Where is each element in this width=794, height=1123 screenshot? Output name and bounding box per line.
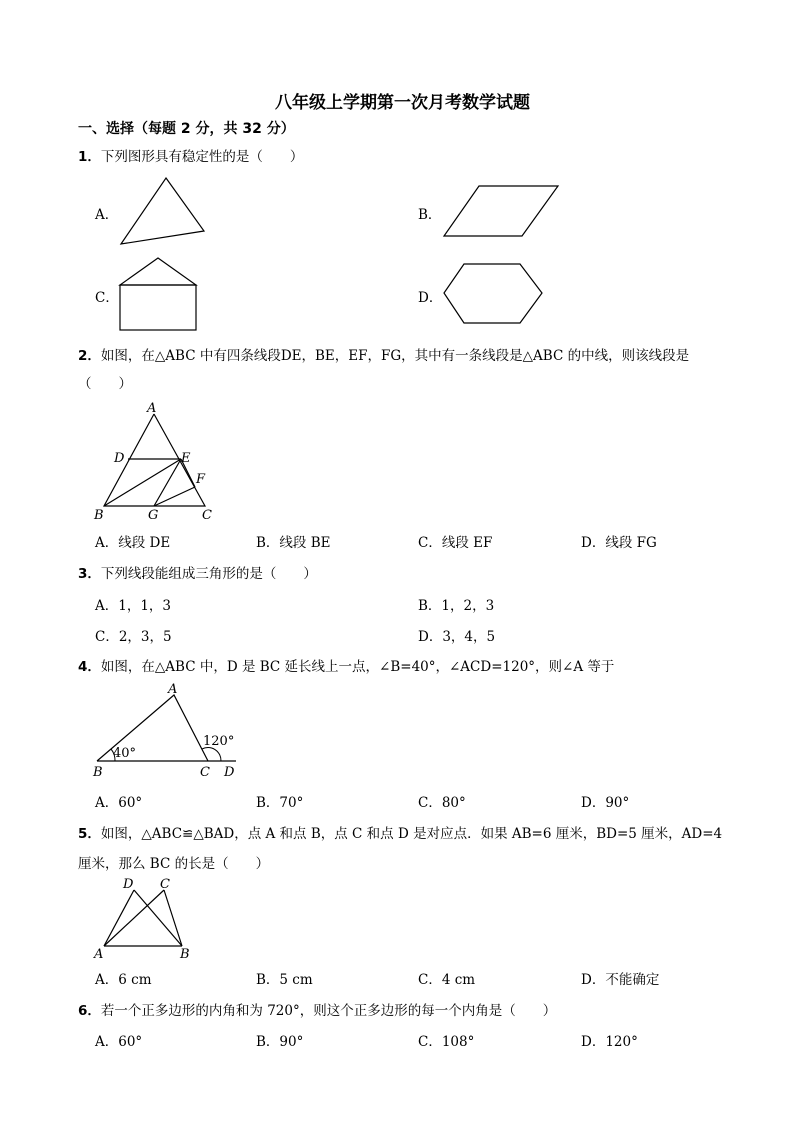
question-number: 3．	[78, 566, 101, 582]
option-b[interactable]: B．5 cm	[256, 972, 313, 988]
triangle-figure	[118, 176, 208, 246]
label-f: F	[196, 472, 206, 487]
question-number: 4．	[78, 659, 101, 675]
label-b: B	[180, 947, 190, 962]
option-c[interactable]: C．	[95, 290, 119, 306]
option-a[interactable]: A．	[95, 207, 119, 223]
question-text: 下列图形具有稳定性的是（ ）	[100, 149, 304, 165]
question-number: 5．	[78, 826, 101, 842]
option-d[interactable]: D．90°	[581, 795, 630, 811]
label-c: C	[160, 877, 170, 892]
label-a: A	[147, 401, 157, 416]
section-heading: 一、选择（每题 2 分，共 32 分）	[78, 121, 295, 137]
label-a: A	[168, 682, 178, 697]
option-d[interactable]: D．不能确定	[581, 972, 660, 988]
option-d[interactable]: D．120°	[581, 1034, 638, 1050]
option-c[interactable]: C．80°	[418, 795, 466, 811]
parallelogram-figure	[442, 184, 562, 239]
option-a[interactable]: A．60°	[95, 795, 143, 811]
question-1	[78, 145, 303, 165]
question-number: 1．	[78, 149, 101, 165]
house-figure	[118, 256, 200, 334]
question-text: 下列线段能组成三角形的是（ ）	[100, 566, 317, 582]
label-d: D	[114, 451, 125, 466]
page-title: 八年级上学期第一次月考数学试题	[275, 93, 530, 113]
option-b[interactable]: B．1，2，3	[418, 598, 495, 614]
question-2-continued: （ ）	[78, 376, 132, 392]
option-b[interactable]: B．70°	[256, 795, 304, 811]
option-c[interactable]: C．线段 EF	[418, 535, 493, 551]
option-c[interactable]: C．108°	[418, 1034, 475, 1050]
question-number: 6．	[78, 1003, 101, 1019]
label-c: C	[200, 765, 210, 780]
label-angle-b: 40°	[113, 746, 137, 761]
question-text: 如图，在△ABC 中，D 是 BC 延长线上一点，∠B=40°，∠ACD=120°，则∠A 等于	[100, 659, 615, 675]
option-a[interactable]: A．6 cm	[95, 972, 152, 988]
option-d[interactable]: D．3，4，5	[418, 629, 496, 645]
question-4	[78, 655, 614, 675]
label-g: G	[148, 508, 159, 523]
option-d[interactable]: D．线段 FG	[581, 535, 657, 551]
option-a[interactable]: A．1，1，3	[95, 598, 172, 614]
option-d[interactable]: D．	[418, 290, 443, 306]
question-6	[78, 999, 556, 1019]
label-c: C	[202, 508, 212, 523]
label-angle-acd: 120°	[203, 734, 235, 749]
label-e: E	[181, 451, 191, 466]
option-a[interactable]: A．线段 DE	[95, 535, 171, 551]
hexagon-figure	[442, 262, 546, 326]
triangle-exterior-angle-diagram	[90, 680, 250, 780]
label-a: A	[94, 947, 104, 962]
question-text: 如图，在△ABC 中有四条线段DE，BE，EF，FG，其中有一条线段是△ABC 的中线，则该线段是	[100, 348, 690, 364]
option-b[interactable]: B．90°	[256, 1034, 304, 1050]
option-a[interactable]: A．60°	[95, 1034, 143, 1050]
option-b[interactable]: B．线段 BE	[256, 535, 331, 551]
congruent-triangles-diagram	[92, 876, 202, 962]
label-b: B	[94, 508, 104, 523]
label-d: D	[224, 765, 235, 780]
question-3	[78, 562, 317, 582]
option-b[interactable]: B．	[418, 207, 442, 223]
question-5	[78, 822, 722, 842]
question-text: 如图，△ABC≌△BAD，点 A 和点 B，点 C 和点 D 是对应点．如果 AB=6 厘米，BD=5 厘米，AD=4	[100, 826, 723, 842]
triangle-abc-diagram	[92, 398, 222, 523]
question-5-continued: 厘米，那么 BC 的长是（ ）	[78, 856, 270, 872]
question-2	[78, 344, 689, 364]
label-b: B	[93, 765, 103, 780]
question-number: 2．	[78, 348, 101, 364]
option-c[interactable]: C．4 cm	[418, 972, 476, 988]
question-text: 若一个正多边形的内角和为 720°，则这个正多边形的每一个内角是（ ）	[100, 1003, 557, 1019]
option-c[interactable]: C．2，3，5	[95, 629, 172, 645]
label-d: D	[123, 877, 134, 892]
